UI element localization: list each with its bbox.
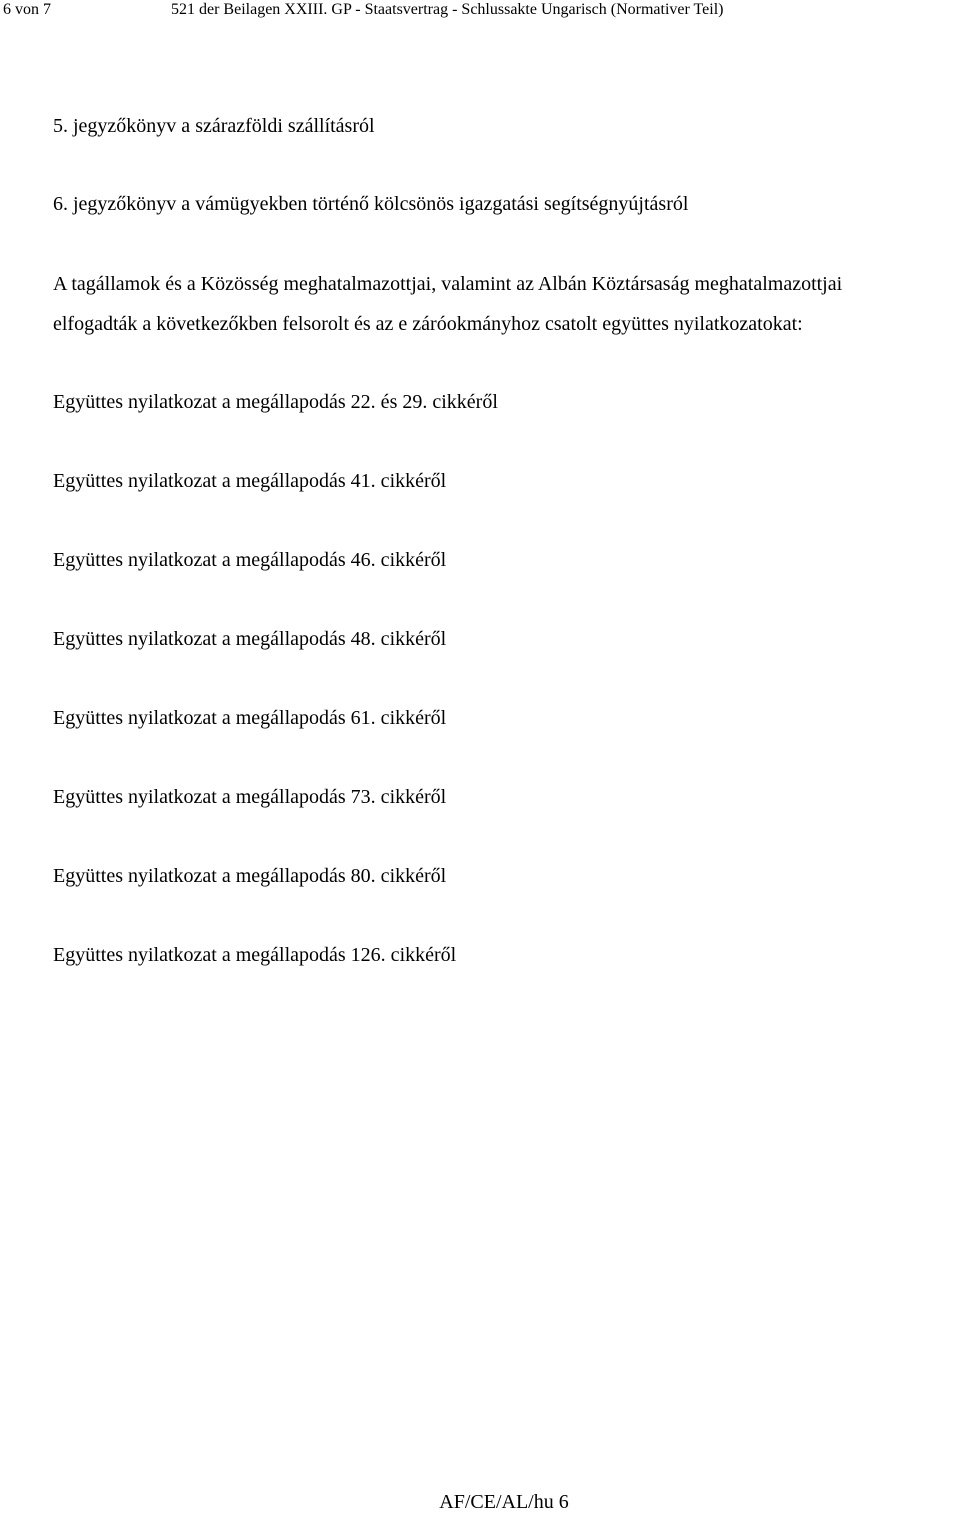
- declaration-item: Együttes nyilatkozat a megállapodás 73. cikkéről: [53, 786, 447, 808]
- document-title: 521 der Beilagen XXIII. GP - Staatsvertrag - Schlussakte Ungarisch (Normativer Teil): [171, 1, 724, 18]
- declaration-item: Együttes nyilatkozat a megállapodás 48. cikkéről: [53, 628, 447, 650]
- page-header: [0, 0, 960, 20]
- intro-line-1: A tagállamok és a Közösség meghatalmazottjai, valamint az Albán Köztársaság meghatalmazottjai: [53, 273, 843, 295]
- declaration-item: Együttes nyilatkozat a megállapodás 61. cikkéről: [53, 707, 447, 729]
- footer-reference: AF/CE/AL/hu 6: [439, 1491, 569, 1513]
- declaration-item: Együttes nyilatkozat a megállapodás 41. cikkéről: [53, 470, 447, 492]
- page-number: 6 von 7: [3, 1, 51, 18]
- declaration-item: Együttes nyilatkozat a megállapodás 22. és 29. cikkéről: [53, 391, 498, 413]
- declaration-item: Együttes nyilatkozat a megállapodás 80. cikkéről: [53, 865, 447, 887]
- intro-line-2: elfogadták a következőkben felsorolt és az e záróokmányhoz csatolt együttes nyilatkozatokat:: [53, 313, 803, 335]
- protocol-5: 5. jegyzőkönyv a szárazföldi szállításról: [53, 115, 375, 137]
- declaration-item: Együttes nyilatkozat a megállapodás 46. cikkéről: [53, 549, 447, 571]
- protocol-6: 6. jegyzőkönyv a vámügyekben történő kölcsönös igazgatási segítségnyújtásról: [53, 193, 689, 215]
- declaration-item: Együttes nyilatkozat a megállapodás 126. cikkéről: [53, 944, 457, 966]
